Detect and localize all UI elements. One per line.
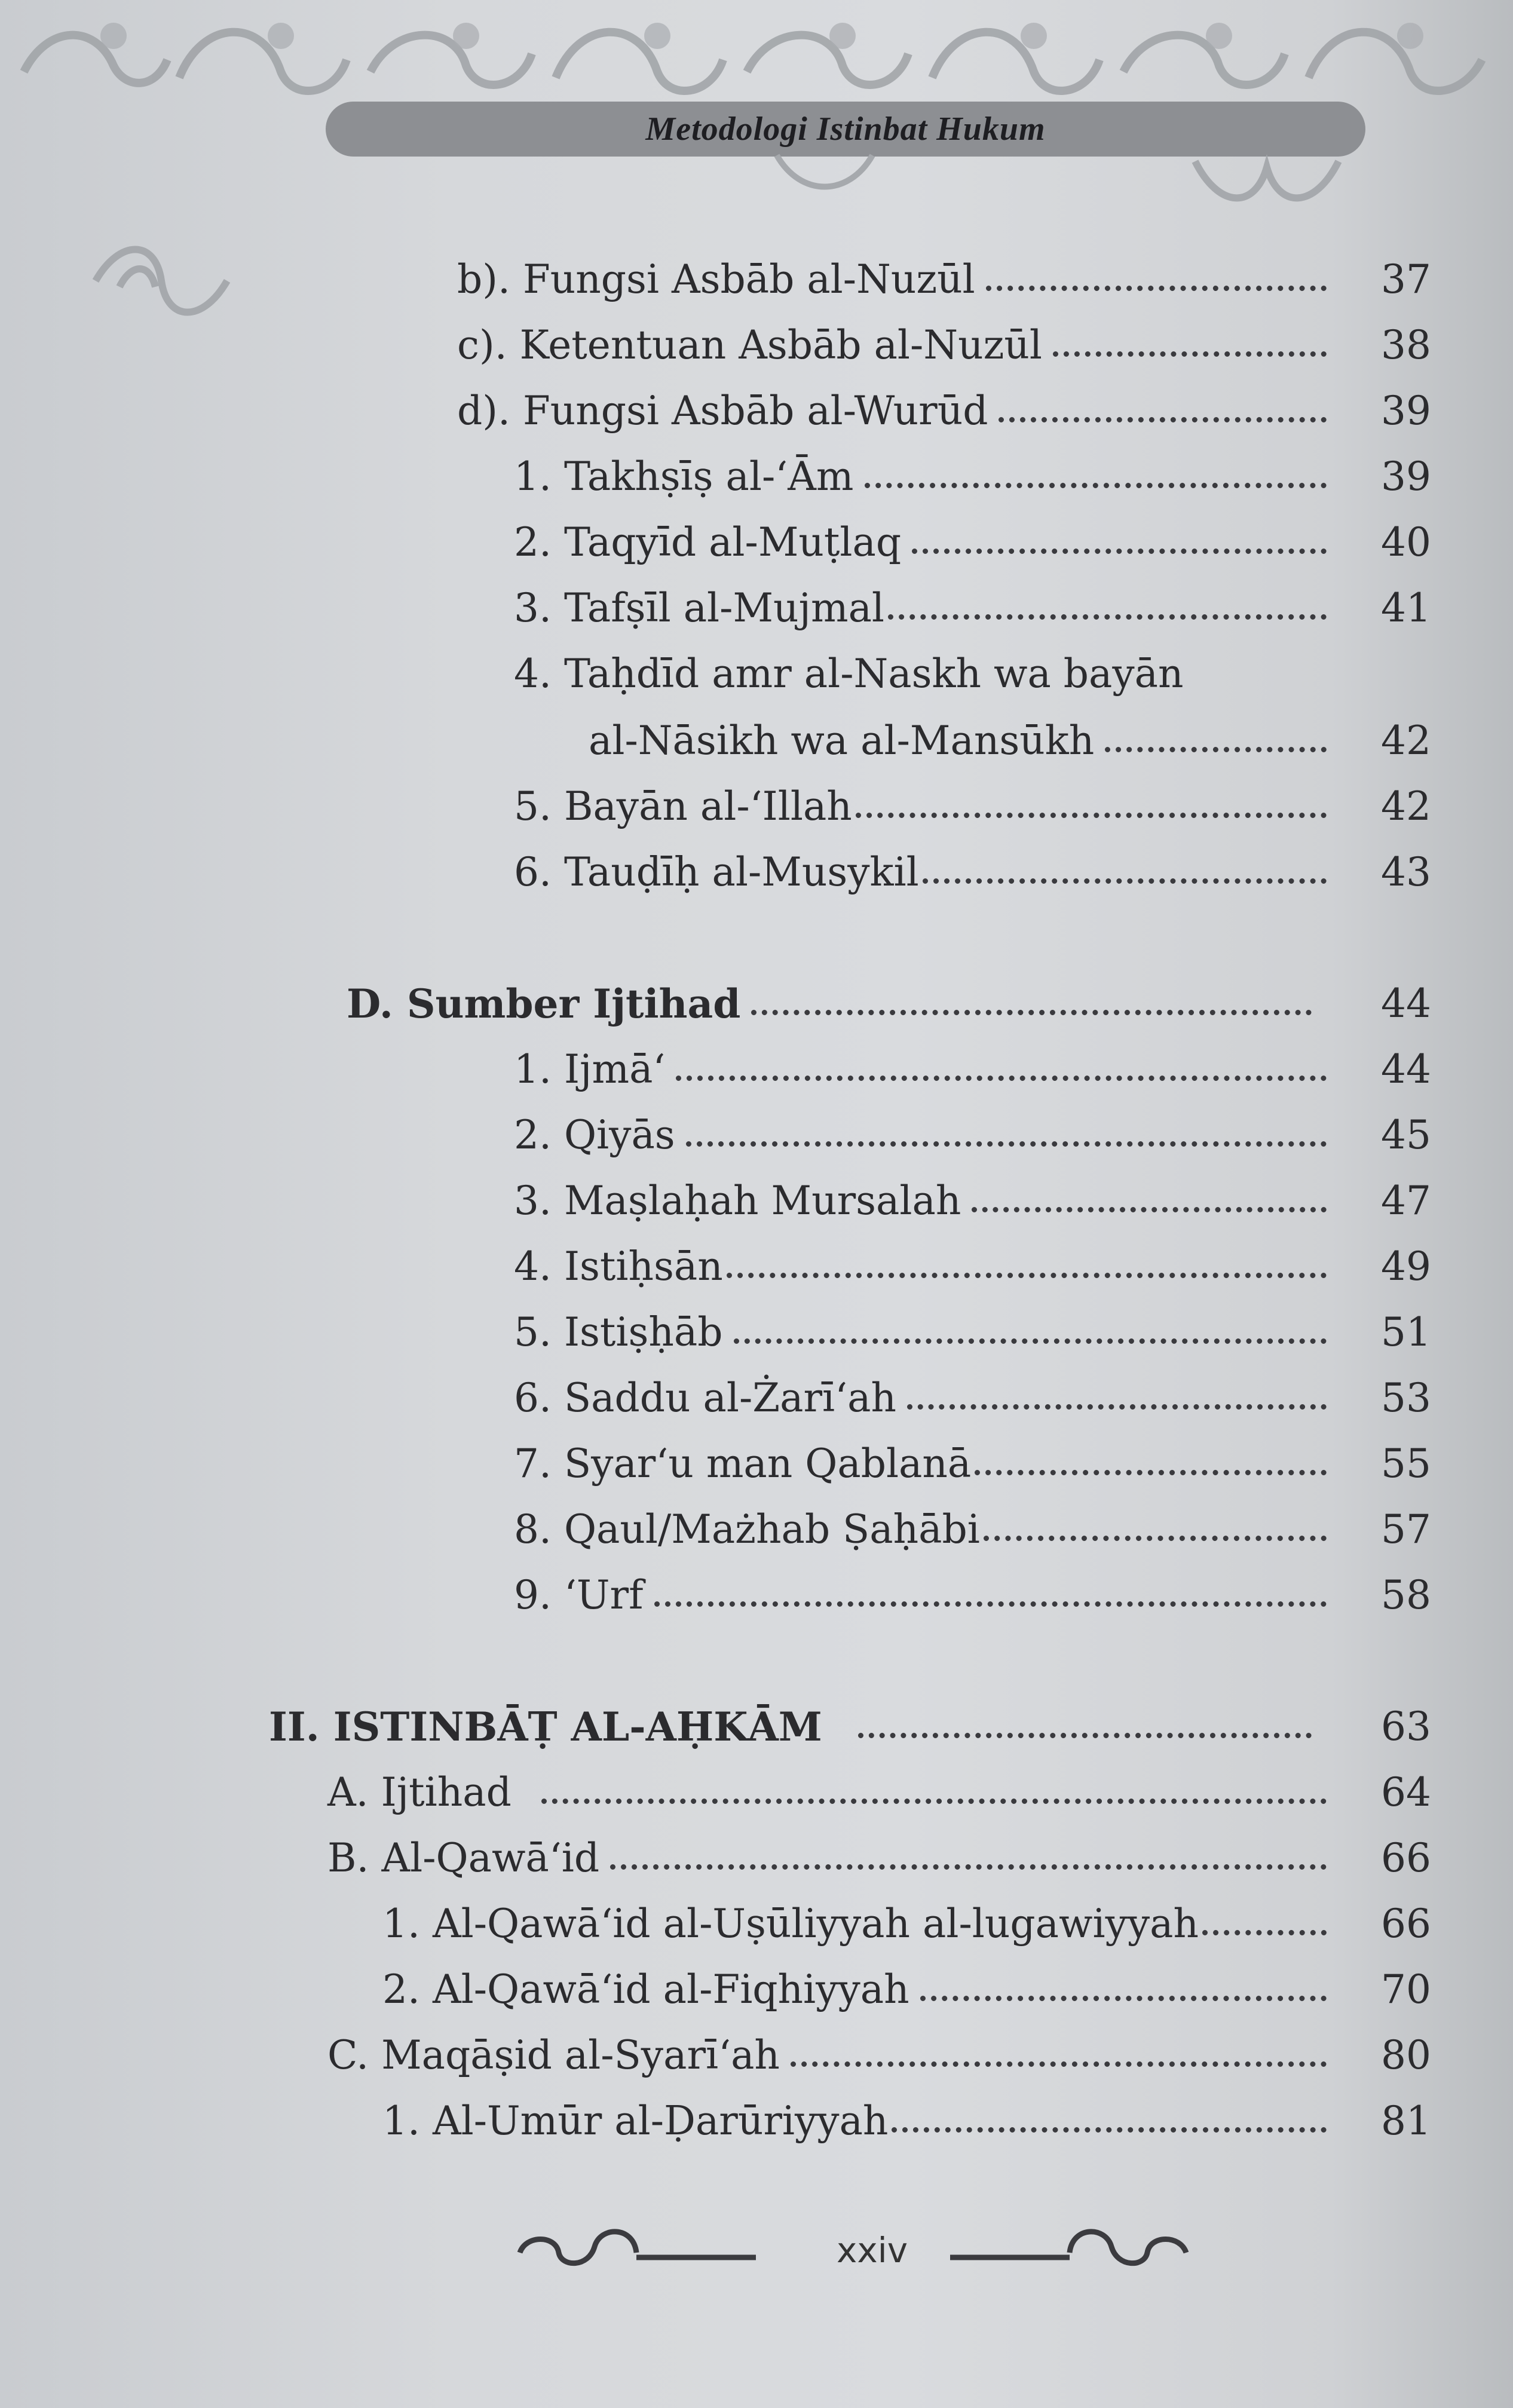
dot-leader — [907, 1404, 1327, 1410]
dot-leader — [999, 417, 1327, 422]
toc-entry[interactable]: 7. Syar‘u man Qablanā 55 — [514, 1441, 1431, 1487]
toc-entry[interactable]: 8. Qaul/Mażhab Ṣaḥābi 57 — [514, 1506, 1431, 1552]
page-number: xxiv — [837, 2230, 908, 2271]
dot-leader — [791, 2061, 1327, 2067]
dot-leader — [676, 1076, 1327, 1081]
toc-section-heading[interactable]: D. Sumber Ijtihad 44 — [347, 981, 1431, 1027]
dot-leader — [654, 1601, 1327, 1607]
toc-entry[interactable]: c). Ketentuan Asbāb al-Nuzūl 38 — [457, 322, 1431, 368]
dot-leader — [984, 1536, 1327, 1541]
running-header-title: Metodologi Istinbat Hukum — [645, 111, 1046, 148]
toc-entry[interactable]: 1. Al-Umūr al-Ḍarūriyyah 81 — [382, 2098, 1431, 2144]
toc-entry[interactable]: 6. Saddu al-Żarī‘ah 53 — [514, 1375, 1431, 1421]
dot-leader — [888, 614, 1327, 620]
toc-entry[interactable]: 1. Ijmā‘ 44 — [514, 1046, 1431, 1092]
dot-leader — [1202, 1930, 1327, 1935]
dot-leader — [923, 878, 1327, 884]
dot-leader — [734, 1338, 1327, 1344]
dot-leader — [541, 1799, 1327, 1804]
toc-entry[interactable]: 2. Taqyīd al-Muṭlaq 40 — [514, 519, 1431, 565]
toc-entry[interactable]: al-Nāsikh wa al-Mansūkh 42 — [589, 718, 1431, 764]
toc-entry[interactable]: 1. Takhṣīṣ al-‘Ām 39 — [514, 454, 1431, 500]
dot-leader — [865, 483, 1327, 488]
toc-entry[interactable]: b). Fungsi Asbāb al-Nuzūl 37 — [457, 256, 1431, 302]
toc-entry[interactable]: 6. Tauḍīḥ al-Musykil 43 — [514, 849, 1431, 895]
dot-leader — [858, 1733, 1312, 1738]
toc-entry[interactable]: 2. Qiyās 45 — [514, 1112, 1431, 1158]
toc-entry[interactable]: B. Al-Qawā‘id 66 — [327, 1835, 1431, 1881]
dot-leader — [920, 1996, 1327, 2001]
dot-leader — [610, 1864, 1327, 1870]
toc-entry[interactable]: 5. Istiṣḥāb 51 — [514, 1309, 1431, 1355]
toc-entry[interactable]: C. Maqāṣid al-Syarī‘ah 80 — [327, 2032, 1431, 2078]
dot-leader — [975, 1470, 1327, 1475]
dot-leader — [686, 1141, 1327, 1147]
toc-entry[interactable]: 3. Maṣlaḥah Mursalah 47 — [514, 1178, 1431, 1224]
toc-entry[interactable]: d). Fungsi Asbāb al-Wurūd 39 — [457, 388, 1431, 434]
footer-ornament — [0, 2211, 1513, 2283]
toc-entry[interactable]: 5. Bayān al-‘Illah 42 — [514, 783, 1431, 829]
dot-leader — [892, 2127, 1327, 2133]
toc-entry[interactable]: 3. Tafṣīl al-Mujmal 41 — [514, 585, 1431, 631]
dot-leader — [856, 813, 1327, 818]
dot-leader — [1053, 351, 1327, 357]
dot-leader — [751, 1010, 1312, 1015]
toc-entry[interactable]: 1. Al-Qawā‘id al-Uṣūliyyah al-lugawiyyah 66 — [382, 1901, 1431, 1947]
toc-entry[interactable]: 9. ‘Urf 58 — [514, 1572, 1431, 1618]
dot-leader — [1105, 747, 1327, 752]
dot-leader — [727, 1273, 1327, 1278]
toc-entry[interactable]: A. Ijtihad 64 — [327, 1769, 1431, 1815]
toc-entry[interactable]: 2. Al-Qawā‘id al-Fiqhiyyah 70 — [382, 1966, 1431, 2012]
toc-entry[interactable]: 4. Taḥdīd amr al-Naskh wa bayān — [514, 651, 1184, 697]
dot-leader — [912, 549, 1327, 554]
toc-entry[interactable]: 4. Istiḥsān 49 — [514, 1243, 1431, 1289]
dot-leader — [986, 286, 1327, 291]
toc-chapter-heading[interactable]: II. ISTINBĀṬ AL-AḤKĀM 63 — [269, 1704, 1431, 1750]
dot-leader — [972, 1207, 1327, 1212]
